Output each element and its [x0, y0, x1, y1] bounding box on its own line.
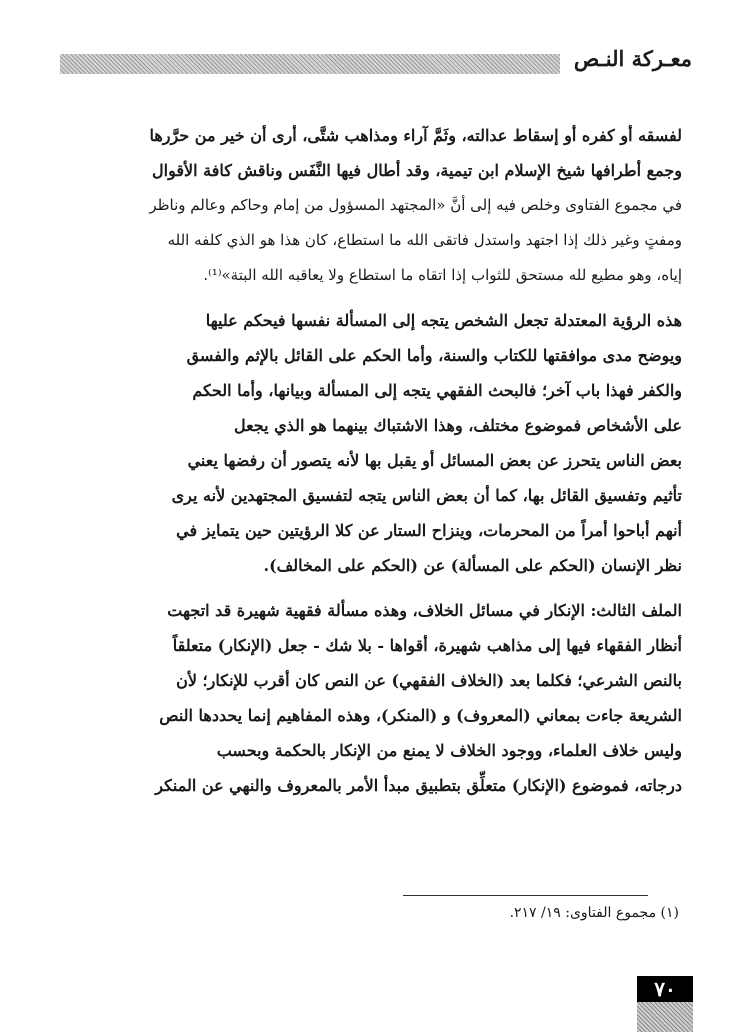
page-number-box [637, 976, 693, 1032]
paragraph-2 [62, 303, 682, 583]
text-line: بالنص الشرعي؛ فكلما بعد (الخلاف الفقهي) عن النص كان أقرب للإنكار؛ لأن [176, 671, 682, 690]
running-header [60, 40, 692, 80]
text-line: على الأشخاص فموضوع مختلف، وهذا الاشتباك بينهما هو الذي يجعل [233, 416, 682, 435]
text-line: وليس خلاف العلماء، ووجود الخلاف لا يمنع من الإنكار بالحكمة وبحسب [216, 741, 682, 760]
paragraph-3 [62, 593, 682, 803]
text-line: الملف الثالث: الإنكار في مسائل الخلاف، وهذه مسألة فقهية شهيرة قد اتجهت [167, 601, 682, 620]
footnote: (١) مجموع الفتاوى: ١٩/ ٢١٧. [509, 905, 679, 921]
text-line: هذه الرؤية المعتدلة تجعل الشخص يتجه إلى المسألة نفسها فيحكم عليها [205, 311, 682, 330]
text-line: ومفتٍ وغير ذلك إذا اجتهد واستدل فاتقى الله ما استطاع، كان هذا هو الذي كلفه الله [167, 231, 682, 249]
text-line: الشريعة جاءت بمعاني (المعروف) و (المنكر)، وهذه المفاهيم إنما يحددها النص [159, 706, 682, 725]
text-line: لفسقه أو كفره أو إسقاط عدالته، وثَمَّ آراء ومذاهب شتَّى، أرى أن خير من حرَّرها [149, 126, 682, 145]
header-decorative-band [60, 54, 560, 74]
text-line: بعض الناس يتحرز عن بعض المسائل أو يقبل بها لأنه يتصور أن رفضها يعني [187, 451, 682, 470]
footnote-separator [403, 895, 648, 896]
text-line: والكفر فهذا باب آخر؛ فالبحث الفقهي يتجه إلى المسألة وبيانها، وأما الحكم [192, 381, 682, 400]
text-line: ويوضح مدى موافقتها للكتاب والسنة، وأما الحكم على القائل بالإثم والفسق [186, 346, 682, 365]
text-line: في مجموع الفتاوى وخلص فيه إلى أنَّ «المجتهد المسؤول من إمام وحاكم وعالم وناظر [149, 196, 682, 214]
text-line: إياه، وهو مطيع لله مستحق للثواب إذا اتقاه ما استطاع ولا يعاقبه الله البتة»⁽¹⁾. [203, 266, 682, 284]
text-line: تأثيم وتفسيق القائل بها، كما أن بعض الناس يتجه لتفسيق المجتهدين لأنه يرى [171, 486, 682, 505]
text-line: وجمع أطرافها شيخ الإسلام ابن تيمية، وقد أطال فيها النَّفَس وناقش كافة الأقوال [152, 161, 682, 180]
paragraph-1 [62, 118, 682, 188]
text-line: أنهم أباحوا أمراً من المحرمات، وينزاح الستار عن كلا الرؤيتين حين يتمايز في [176, 521, 682, 540]
quotation-block [62, 188, 682, 293]
text-line: نظر الإنسان (الحكم على المسألة) عن (الحكم على المخالف). [263, 556, 682, 575]
page-body [62, 118, 682, 803]
text-line: درجاته، فموضوع (الإنكار) متعلِّق بتطبيق مبدأ الأمر بالمعروف والنهي عن المنكر [155, 776, 682, 795]
running-header-title: معـركة النـص [573, 46, 692, 71]
text-line: أنظار الفقهاء فيها إلى مذاهب شهيرة، أقواها - بلا شك - جعل (الإنكار) متعلقاً [172, 636, 682, 655]
page-number: ٧٠ [637, 976, 693, 1002]
